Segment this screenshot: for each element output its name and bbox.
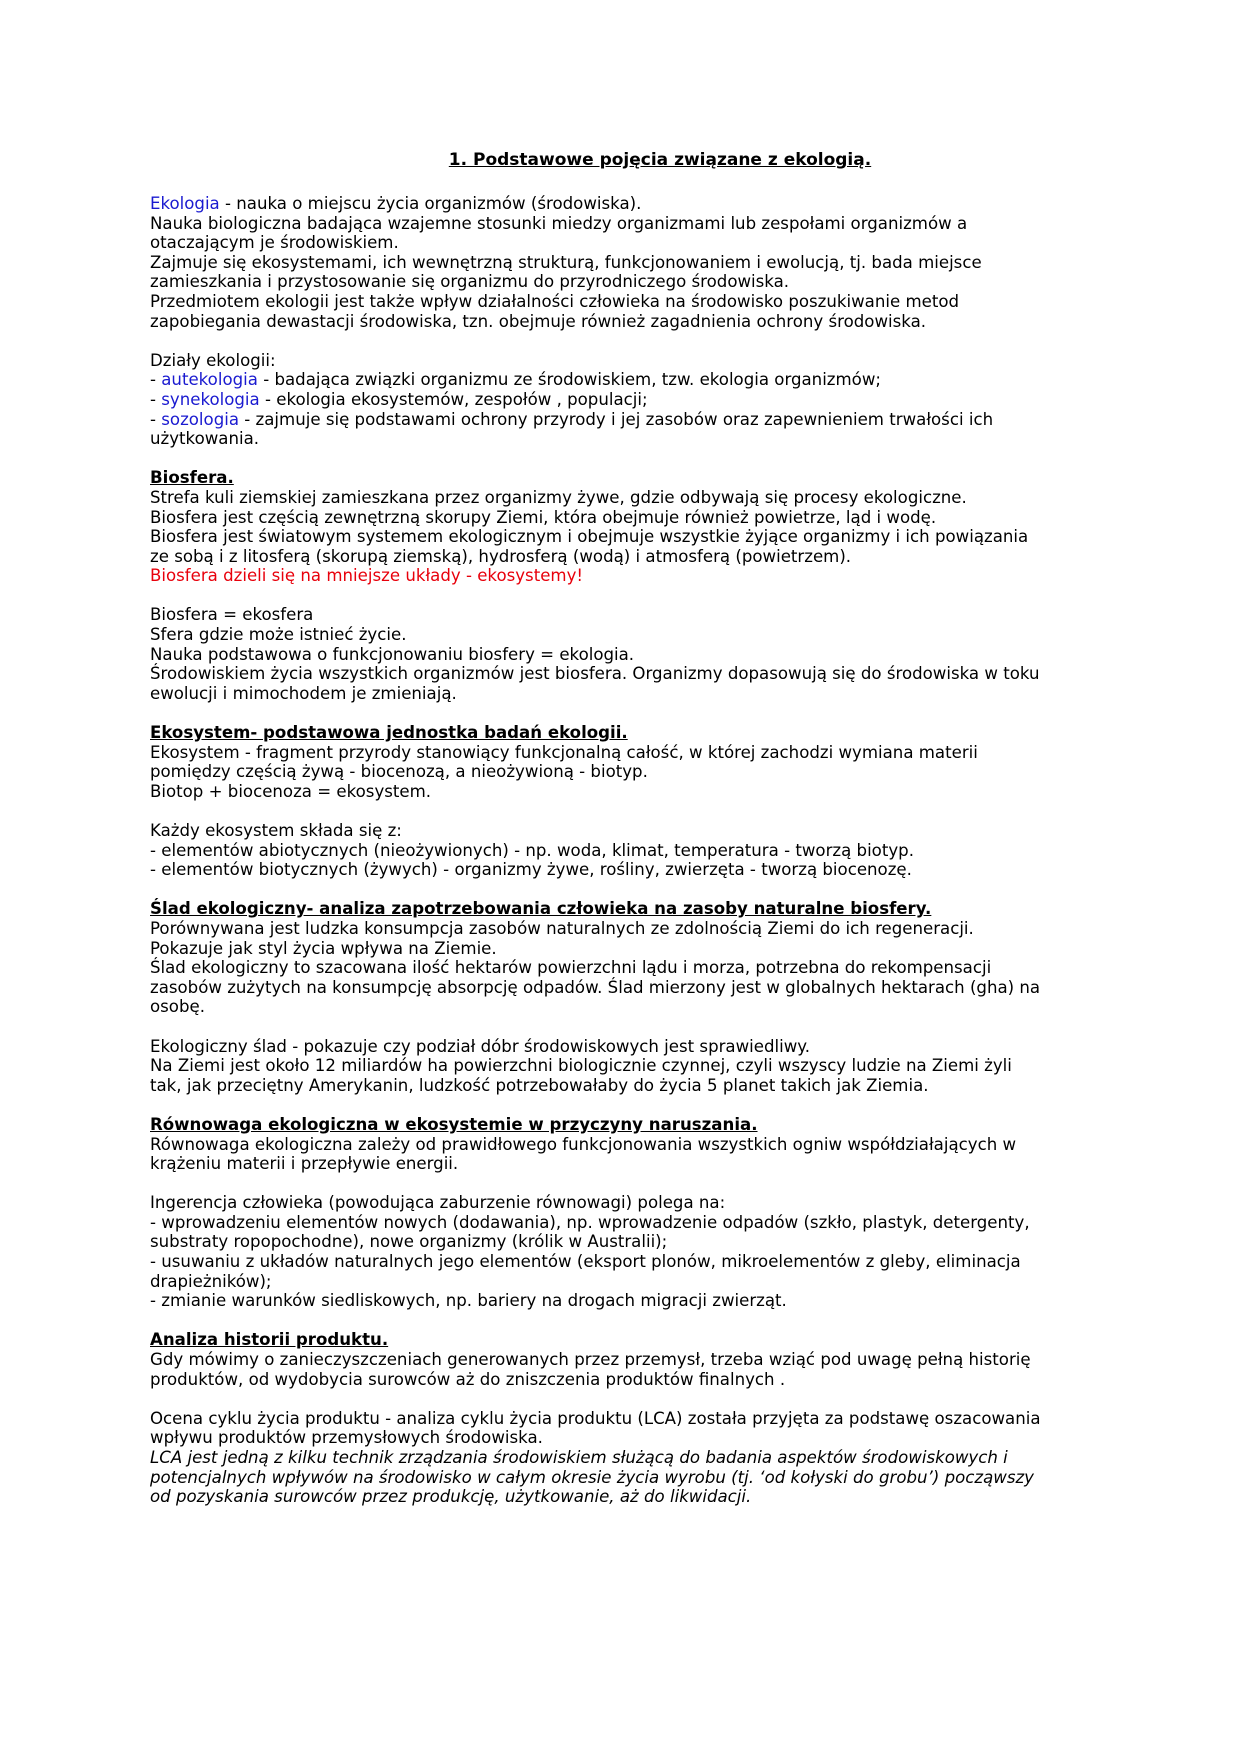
term-highlight: Ekologia — [150, 194, 220, 213]
blank-line — [150, 703, 1170, 723]
section-heading: Ślad ekologiczny- analiza zapotrzebowania człowieka na zasoby naturalne biosfery. — [150, 899, 932, 919]
text-line: Przedmiotem ekologii jest także wpływ działalności człowieka na środowisko poszukiwanie metod — [150, 291, 960, 311]
text-line: od pozyskania surowców przez produkcję, użytkowanie, aż do likwidacji. — [150, 1487, 752, 1507]
blank-line — [150, 1017, 1170, 1037]
blank-line — [150, 1095, 1170, 1115]
text-line: Równowaga ekologiczna zależy od prawidłowego funkcjonowania wszystkich ogniw współdziałających w — [150, 1134, 1017, 1154]
text-line: zasobów zużytych na konsumpcję absorpcję odpadów. Ślad mierzony jest w globalnych hektarach (gha) na — [150, 977, 1041, 997]
text-line: - elementów abiotycznych (nieożywionych) - np. woda, klimat, temperatura - tworzą biotyp. — [150, 840, 914, 860]
text-line: produktów, od wydobycia surowców aż do zniszczenia produktów finalnych . — [150, 1369, 786, 1389]
blank-line — [150, 449, 1170, 469]
text-line: otaczającym je środowiskiem. — [150, 233, 399, 253]
text-line: LCA jest jedną z kilku technik zrządzania środowiskiem służącą do badania aspektów środowiskowych i — [150, 1448, 1008, 1467]
text-line: ewolucji i mimochodem je zmieniają. — [150, 683, 457, 703]
text-line: - elementów biotycznych (żywych) - organizmy żywe, rośliny, zwierzęta - tworzą biocenozę. — [150, 860, 912, 880]
text-line: Ekologiczny ślad - pokazuje czy podział dóbr środowiskowych jest sprawiedliwy. — [150, 1036, 811, 1056]
text-line: tak, jak przeciętny Amerykanin, ludzkość potrzebowałaby do życia 5 planet takich jak Ziemia. — [150, 1075, 929, 1095]
text-line: Ekosystem - fragment przyrody stanowiący funkcjonalną całość, w której zachodzi wymiana materii — [150, 742, 978, 762]
text-line: Ingerencja człowieka (powodująca zaburzenie równowagi) polega na: — [150, 1193, 726, 1213]
text-line: - wprowadzeniu elementów nowych (dodawania), np. wprowadzenie odpadów (szkło, plastyk, detergenty, — [150, 1212, 1030, 1232]
text-line: Biosfera jest częścią zewnętrzną skorupy Ziemi, która obejmuje również powietrze, ląd i wodę. — [150, 507, 937, 527]
text-line: zapobiegania dewastacji środowiska, tzn. obejmuje również zagadnienia ochrony środowiska. — [150, 311, 927, 331]
text-line — [150, 370, 1170, 390]
section-heading: Równowaga ekologiczna w ekosystemie w przyczyny naruszania. — [150, 1114, 758, 1134]
blank-line — [150, 1311, 1170, 1331]
text-line: krążeniu materii i przepływie energii. — [150, 1154, 459, 1174]
text-line: - zmianie warunków siedliskowych, np. bariery na drogach migracji zwierząt. — [150, 1291, 787, 1311]
text-line: Biosfera = ekosfera — [150, 605, 314, 625]
text-segment: - — [150, 409, 162, 429]
text-line: potencjalnych wpływów na środowisko w całym okresie życia wyrobu (tj. ‘od kołyski do grobu’) począwszy — [150, 1467, 1034, 1487]
section-heading: Biosfera. — [150, 468, 234, 488]
text-line: drapieżników); — [150, 1271, 272, 1291]
text-segment: - badająca związki organizmu ze środowiskiem, tzw. ekologia organizmów; — [257, 370, 881, 390]
text-line: Na Ziemi jest około 12 miliardów ha powierzchni biologicznie czynnej, czyli wszyscy ludzie na Ziemi żyli — [150, 1056, 1012, 1076]
text-line — [150, 390, 1170, 410]
blank-line — [150, 331, 1170, 351]
text-line: użytkowania. — [150, 429, 260, 449]
text-line: Ocena cyklu życia produktu - analiza cyklu życia produktu (LCA) została przyjęta za podstawę oszacowania — [150, 1408, 1041, 1428]
text-line: Porównywana jest ludzka konsumpcja zasobów naturalnych ze zdolnością Ziemi do ich regeneracji. — [150, 918, 974, 938]
text-segment: - — [150, 370, 162, 390]
text-line: Nauka podstawowa o funkcjonowaniu biosfery = ekologia. — [150, 644, 635, 664]
text-line: Każdy ekosystem składa się z: — [150, 821, 402, 840]
text-line: Działy ekologii: — [150, 350, 276, 370]
text-line: - usuwaniu z układów naturalnych jego elementów (eksport plonów, mikroelementów z gleby, eliminacja — [150, 1252, 1021, 1272]
text-line: Biotop + biocenoza = ekosystem. — [150, 781, 432, 801]
term-highlight: autekologia — [161, 370, 258, 390]
term-highlight: synekologia — [161, 389, 260, 409]
blank-line — [150, 801, 1170, 821]
blank-line — [150, 586, 1170, 606]
text-line: ze sobą i z litosferą (skorupą ziemską), hydrosferą (wodą) i atmosferą (powietrzem). — [150, 546, 852, 566]
document-title: 1. Podstawowe pojęcia związane z ekologią. — [448, 150, 872, 170]
text-line: Ślad ekologiczny to szacowana ilość hektarów powierzchni lądu i morza, potrzebna do rekompensacji — [150, 958, 992, 978]
text-line: osobę. — [150, 997, 205, 1017]
document-body — [150, 194, 1170, 1507]
text-line: wpływu produktów przemysłowych środowiska. — [150, 1428, 543, 1448]
text-segment: - — [150, 389, 162, 409]
text-segment: - ekologia ekosystemów, zespołów , populacji; — [259, 389, 648, 409]
text-segment: - nauka o miejscu życia organizmów (środowiska). — [219, 194, 642, 213]
term-highlight: sozologia — [161, 409, 240, 429]
text-line: Środowiskiem życia wszystkich organizmów jest biosfera. Organizmy dopasowują się do środowiska w toku — [150, 664, 1040, 684]
blank-line — [150, 1174, 1170, 1194]
text-line: Pokazuje jak styl życia wpływa na Ziemie. — [150, 938, 497, 958]
text-line: Biosfera jest światowym systemem ekologicznym i obejmuje wszystkie żyjące organizmy i ich powiązania — [150, 527, 1029, 547]
blank-line — [150, 880, 1170, 900]
text-line: Strefa kuli ziemskiej zamieszkana przez organizmy żywe, gdzie odbywają się procesy ekologiczne. — [150, 487, 967, 507]
text-line — [150, 410, 1170, 430]
text-line: Nauka biologiczna badająca wzajemne stosunki miedzy organizmami lub zespołami organizmów a — [150, 213, 968, 233]
text-segment: - zajmuje się podstawami ochrony przyrody i jej zasobów oraz zapewnieniem trwałości ich — [239, 409, 994, 429]
text-line: substraty ropopochodne), nowe organizmy (królik w Australii); — [150, 1232, 668, 1252]
text-line — [150, 194, 1170, 214]
section-heading: Ekosystem- podstawowa jednostka badań ekologii. — [150, 723, 628, 743]
text-line: Zajmuje się ekosystemami, ich wewnętrzną strukturą, funkcjonowaniem i ewolucją, tj. bada miejsce — [150, 252, 982, 272]
blank-line — [150, 1389, 1170, 1409]
text-line: zamieszkania i przystosowanie się organizmu do przyrodniczego środowiska. — [150, 272, 790, 292]
text-line: Gdy mówimy o zanieczyszczeniach generowanych przez przemysł, trzeba wziąć pod uwagę pełną historię — [150, 1350, 1031, 1370]
text-line: pomiędzy częścią żywą - biocenozą, a nieożywioną - biotyp. — [150, 762, 648, 782]
text-line: Biosfera dzieli się na mniejsze układy - ekosystemy! — [150, 566, 584, 586]
section-heading: Analiza historii produktu. — [150, 1330, 389, 1350]
text-line: Sfera gdzie może istnieć życie. — [150, 625, 407, 645]
